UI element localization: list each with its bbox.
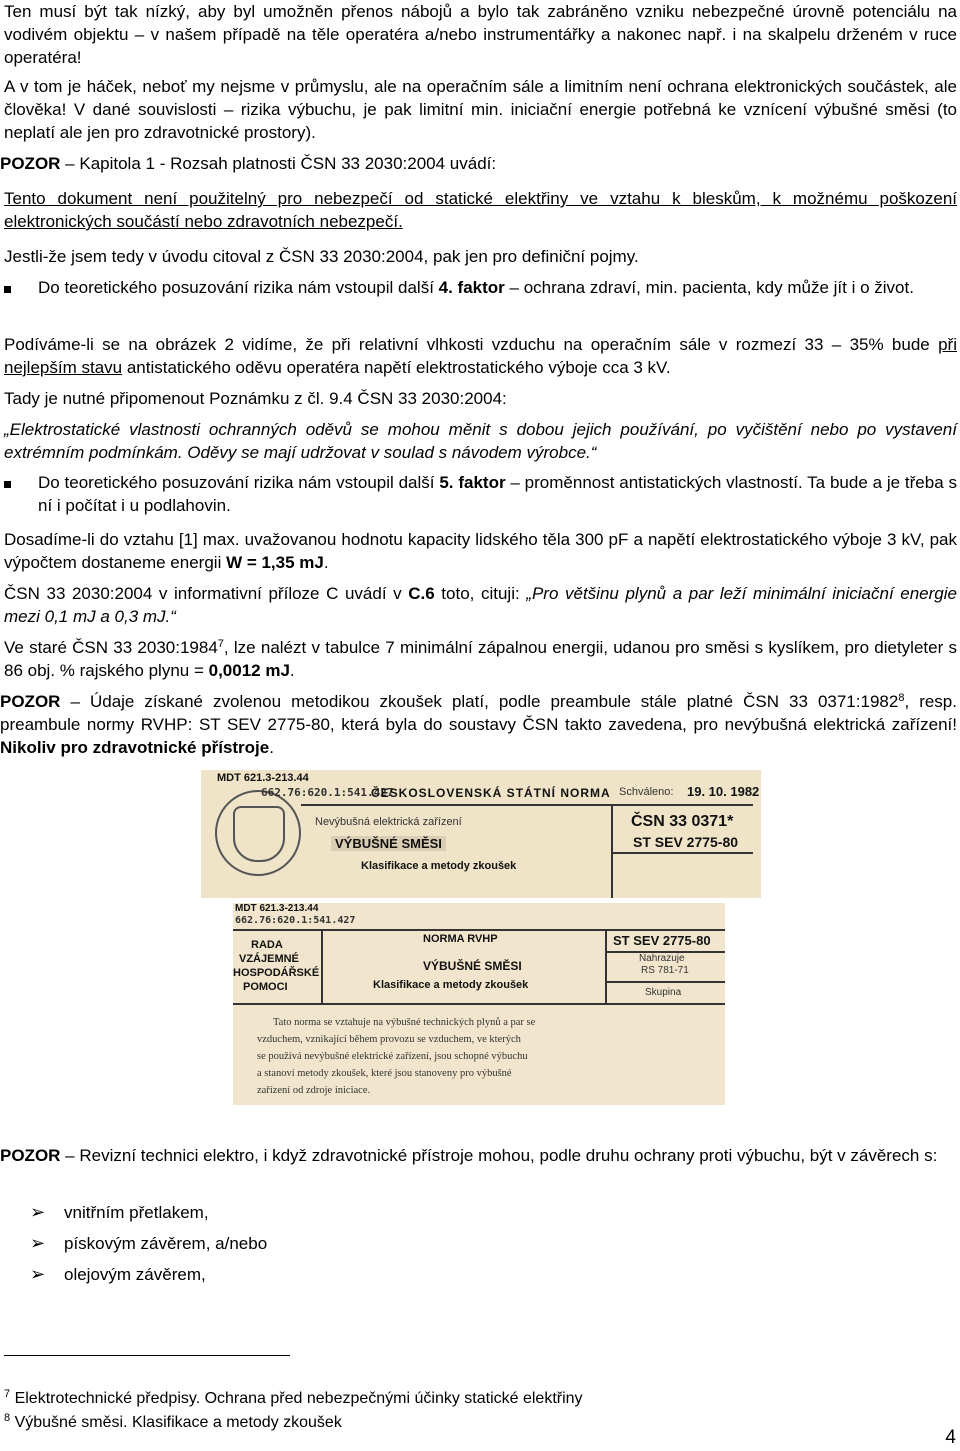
paragraph-hacek: A v tom je háček, neboť my nejsme v průmyslu, ale na operačním sále a limitním není ochrana elektronických součástek, ale člověka! V dané souvislosti – rizika výbuchu, je pak limitní min. iniciační energie potřebná ke vznícení výbušné směsi (to neplatí ale jen pro zdravotnické prostory). — [4, 77, 957, 142]
scan2-body-line: a stanoví metody zkoušek, které jsou stanoveny pro výbušné — [257, 1068, 512, 1079]
paragraph-note-ref: Tady je nutné připomenout Poznámku z čl. 9.4 ČSN 33 2030:2004: — [4, 389, 507, 408]
paragraph-annex-c: ČSN 33 2030:2004 v informativní příloze C uvádí v C.6 toto, cituji: „Pro většinu plynů a par leží minimální iniciační energie mezi 0,1 mJ a 0,3 mJ.“ — [4, 584, 957, 626]
list-item: olejovým závěrem, — [64, 1265, 206, 1284]
list-item: vnitřním přetlakem, — [64, 1203, 209, 1222]
scan2-replaces-label: Nahrazuje — [639, 953, 685, 964]
scan2-mdt-code-2: 662.76:620.1:541.427 — [235, 915, 356, 926]
quote-scope-underlined: Tento dokument není použitelný pro nebezpečí od statické elektřiny ve vztahu k bleskům, k možnému poškození elektronických součástí nebo zdravotních nebezpečí. — [4, 189, 957, 231]
scan2-rs-number: RS 781-71 — [641, 965, 689, 976]
scan-line-2: VÝBUŠNÉ SMĚSI — [331, 836, 446, 851]
arrow-bullet-icon: ➢ — [30, 1233, 46, 1253]
bullet-factor-4: Do teoretického posuzování rizika nám vstoupil další 4. faktor – ochrana zdraví, min. pacienta, kdy může jít i o život. — [38, 278, 914, 297]
scan-mdt-code: MDT 621.3-213.44 — [217, 772, 309, 784]
footnote-7: $^7$ Elektrotechnické předpisy. Ochrana před nebezpečnými účinky statické elektřiny — [4, 1388, 583, 1407]
quote-note-italic: „Elektrostatické vlastnosti ochranných oděvů se mohou měnit s dobou jejich používání, po vyčištění nebo po vystavení extrémním podmínkám. Oděvy se mají udržovat v soulad s návodem výrobce.“ — [4, 420, 957, 462]
paragraph-energy-calc: Dosadíme-li do vztahu [1] max. uvažovanou hodnotu kapacity lidského těla 300 pF a napětí elektrostatického výboje 3 kV, pak výpočtem dostaneme energii W = 1,35 mJ. — [4, 530, 957, 572]
scan-line-3: Klasifikace a metody zkoušek — [361, 860, 517, 872]
scan2-stsev-number: ST SEV 2775-80 — [613, 933, 711, 948]
scan2-body-line: vzduchem, vznikající během provozu se vzduchem, ve kterých — [257, 1034, 521, 1045]
scan2-group-label: Skupina — [645, 987, 682, 998]
arrow-bullet-icon: ➢ — [30, 1202, 46, 1222]
scan-csn-number: ČSN 33 0371* — [631, 813, 734, 830]
footnote-8: $^8$ Výbušné směsi. Klasifikace a metody zkoušek — [4, 1412, 342, 1431]
bullet-square-icon — [4, 276, 34, 299]
paragraph-pozor-scope: POZOR – Kapitola 1 - Rozsah platnosti ČSN 33 2030:2004 uvádí: — [0, 154, 497, 173]
scan-stsev-number: ST SEV 2775-80 — [633, 834, 739, 850]
scan2-norma: NORMA RVHP — [423, 933, 498, 945]
scan-mdt-code-2: 662.76:620.1:541.427 — [261, 786, 394, 799]
scanned-csn-header — [201, 770, 761, 898]
scan-header-title: ČESKOSLOVENSKÁ STÁTNÍ NORMA — [371, 786, 611, 800]
state-emblem-stamp-icon — [215, 790, 301, 876]
scan2-rada-4: POMOCI — [243, 981, 288, 993]
footnote-separator — [4, 1355, 290, 1356]
scan2-rada-1: RADA — [251, 939, 283, 951]
paragraph-humidity: Podíváme-li se na obrázek 2 vidíme, že při relativní vlhkosti vzduchu na operačním sále v rozmezí 33 – 35% bude při nejlepším stavu antistatického oděvu operatéra napětí elektrostatického výboje cca 3 kV. — [4, 335, 957, 377]
scanned-rvhp-header — [233, 903, 725, 1105]
scan-line-1: Nevýbušná elektrická zařízení — [315, 816, 462, 828]
scan2-line-2: VÝBUŠNÉ SMĚSI — [423, 959, 522, 973]
list-item: pískovým závěrem, a/nebo — [64, 1234, 268, 1253]
paragraph-definitions: Jestli-že jsem tedy v úvodu citoval z ČSN 33 2030:2004, pak jen pro definiční pojmy. — [4, 247, 639, 266]
scan-approved-label: Schváleno: — [619, 786, 674, 798]
arrow-bullet-icon: ➢ — [30, 1264, 46, 1284]
scan2-mdt-code: MDT 621.3-213.44 — [235, 903, 319, 914]
scan2-line-3: Klasifikace a metody zkoušek — [373, 979, 529, 991]
scan2-body-line: se používá nevýbušné elektrické zařízení, jsou schopné výbuchu — [257, 1051, 528, 1062]
bullet-factor-5: Do teoretického posuzování rizika nám vstoupil další 5. faktor – proměnnost antistatických vlastností. Ta bude a je třeba s ní i počítat i u podlahovin. — [38, 473, 957, 515]
paragraph-old-standard: Ve staré ČSN 33 2030:1984$^7$, lze nalézt v tabulce 7 minimální zápalnou energii, udanou pro směsi s kyslíkem, pro dietyleter s 86 obj. % rajského plynu = 0,0012 mJ. — [4, 638, 958, 680]
scan2-body-line: Tato norma se vztahuje na výbušné technických plynů a par se — [273, 1017, 536, 1028]
scan-approved-date: 19. 10. 1982 — [687, 784, 760, 799]
paragraph-intro: Ten musí být tak nízký, aby byl umožněn přenos nábojů a bylo tak zabráněno vzniku nebezpečné úrovně potenciálu na vodivém objektu – v našem případě na těle operatéra a/nebo instrumentářky a nakonec např. i na skalpelu drženém v ruce operatéra! — [4, 2, 957, 67]
page-number: 4 — [945, 1427, 956, 1448]
paragraph-pozor-methodology: POZOR – Údaje získané zvolenou metodikou zkoušek platí, podle preambule stále platné ČSN 33 0371:1982$^8$, resp. preambule normy RVHP: ST SEV 2775-80, která byla do soustavy ČSN takto zavedena, pro nevýbušná elektrická zařízení! Nikoliv pro zdravotnické přístroje. — [0, 692, 957, 757]
paragraph-pozor-revision: POZOR – Revizní technici elektro, i když zdravotnické přístroje mohou, podle druhu ochrany proti výbuchu, být v závěrech s: — [0, 1146, 938, 1165]
scan2-rada-2: VZÁJEMNÉ — [239, 953, 299, 965]
scan2-body-line: zařízení od zdroje iniciace. — [257, 1085, 371, 1096]
scan2-rada-3: HOSPODÁŘSKÉ — [233, 967, 320, 979]
bullet-square-icon — [4, 471, 34, 494]
